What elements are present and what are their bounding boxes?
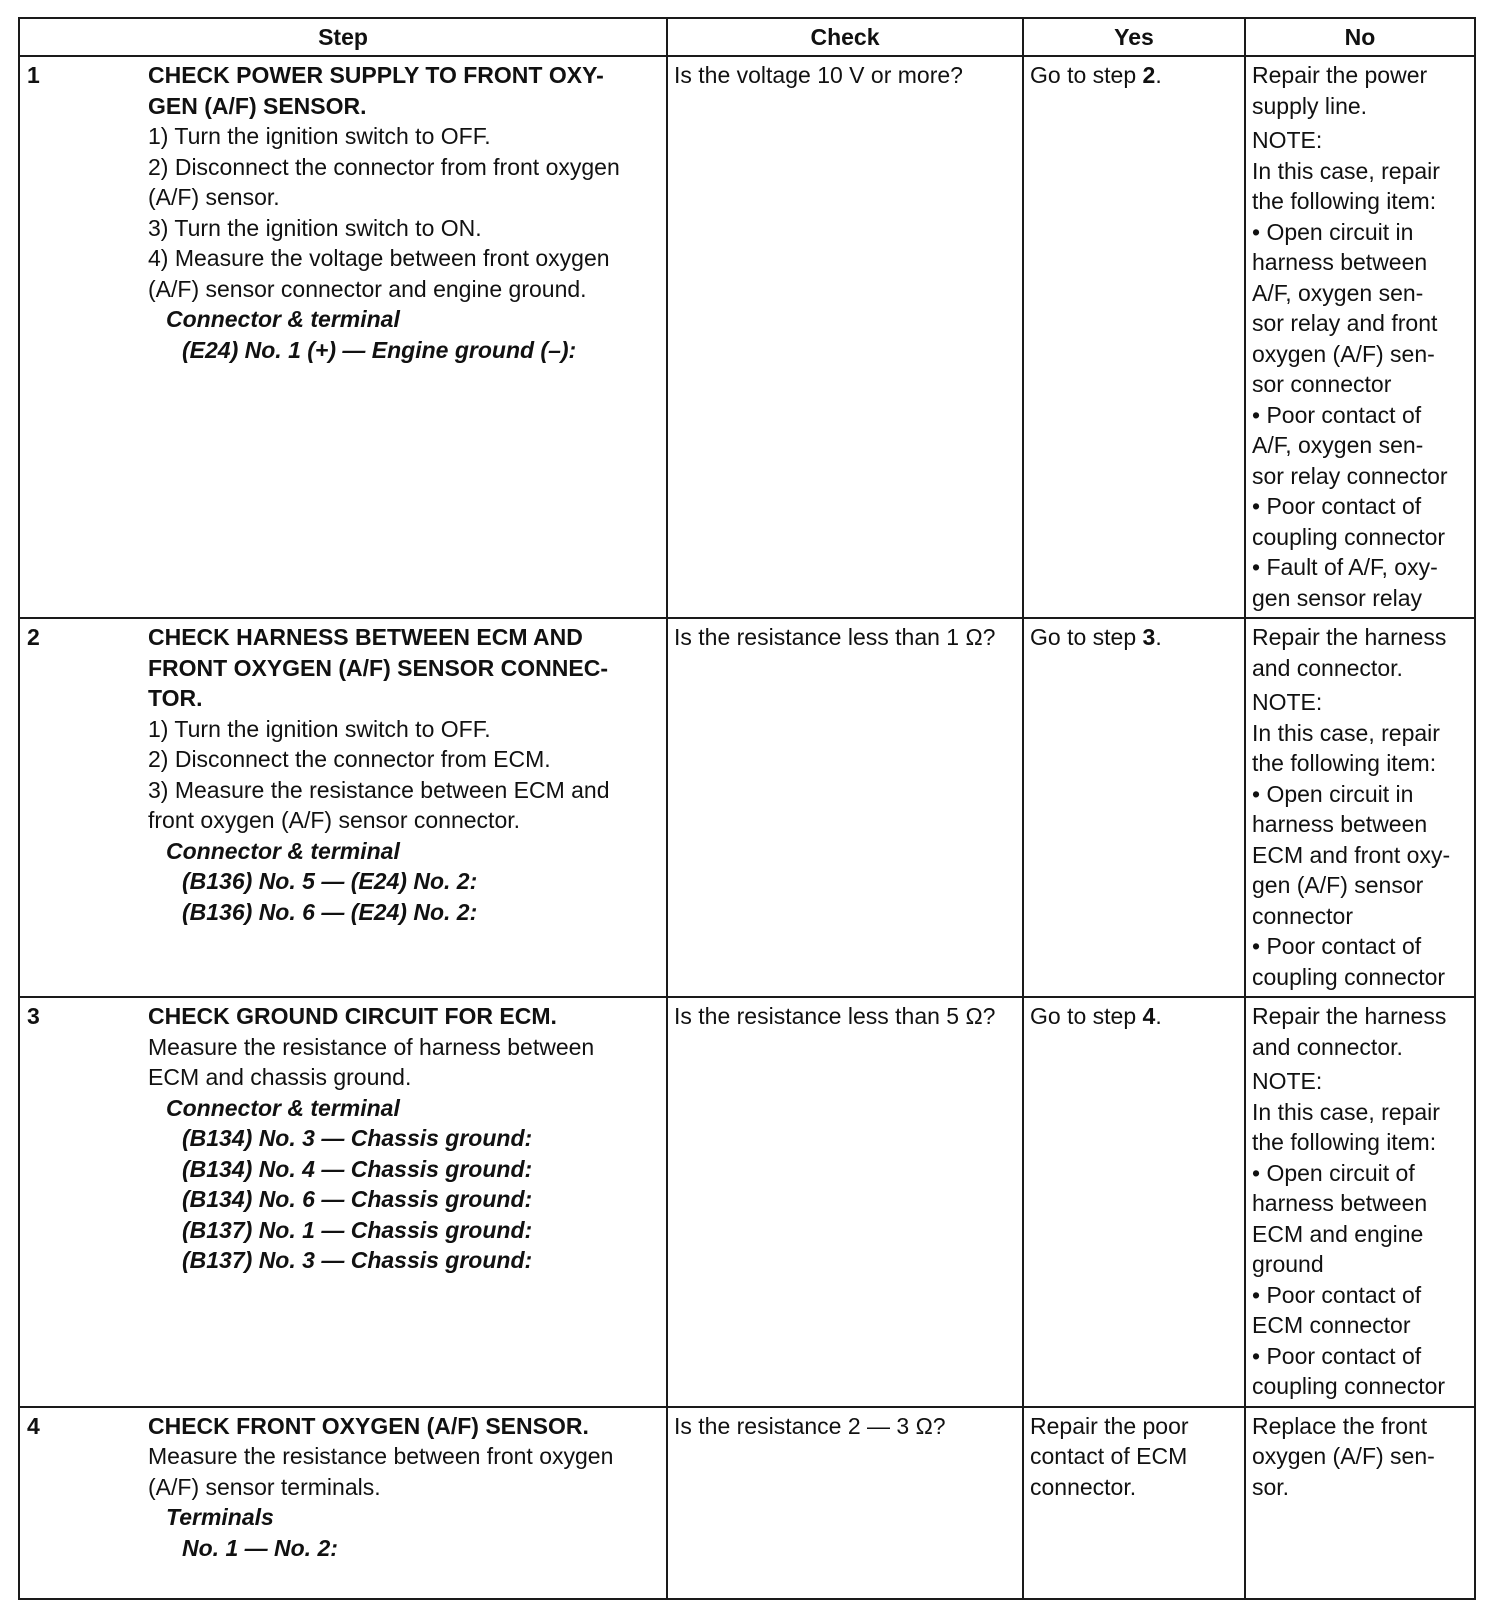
step-instruction: 2) Disconnect the connector from ECM. (148, 746, 551, 772)
check-question: Is the resistance less than 5 Ω? (674, 1003, 996, 1029)
step-instruction: 3) Measure the resistance between ECM and (148, 776, 610, 803)
step-body (148, 60, 660, 365)
note-line: sor relay connector (1252, 462, 1448, 489)
step-cell (19, 997, 667, 1407)
step-instruction: Measure the resistance of harness between (148, 1033, 595, 1060)
note-label: NOTE: (1252, 127, 1323, 153)
note-line: • Poor contact of (1252, 933, 1422, 959)
yes-step-ref: 4 (1142, 1003, 1156, 1029)
step-title-line: TOR. (148, 685, 203, 711)
no-text: and connector. (1252, 1033, 1403, 1060)
note-line: • Poor contact of (1252, 401, 1422, 428)
yes-end: . (1155, 62, 1162, 88)
note-line: A/F, oxygen sen- (1252, 279, 1424, 306)
note-line: • Fault of A/F, oxy- (1252, 554, 1438, 580)
yes-step-ref: 3 (1142, 624, 1156, 650)
note-line: connector (1252, 902, 1354, 929)
yes-action (1030, 1001, 1238, 1032)
terminal-spec: No. 1 — No. 2: (182, 1534, 338, 1561)
terminal-label: Connector & terminal (166, 306, 400, 332)
check-question: Is the resistance less than 1 Ω? (674, 624, 996, 650)
terminal-spec: (B134) No. 4 — Chassis ground: (182, 1155, 533, 1182)
yes-cell (1023, 56, 1245, 618)
note-line: gen sensor relay (1252, 584, 1423, 611)
yes-cell (1023, 997, 1245, 1407)
yes-text: Go to step (1030, 1003, 1143, 1029)
step-cell (19, 1407, 667, 1599)
step-body (148, 1001, 660, 1276)
step-instruction: front oxygen (A/F) sensor connector. (148, 807, 521, 833)
step-instruction: Measure the resistance between front oxygen (148, 1443, 614, 1469)
yes-cell (1023, 1407, 1245, 1599)
yes-end: . (1155, 1003, 1162, 1029)
note-line: In this case, repair (1252, 719, 1440, 746)
step-number: 4 (27, 1412, 40, 1439)
note-line: the following item: (1252, 1129, 1437, 1155)
note-line: harness between (1252, 811, 1428, 837)
table-row (19, 618, 1475, 997)
table-body (19, 56, 1475, 1599)
step-instruction: 4) Measure the voltage between front oxygen (148, 245, 610, 271)
note-line: • Poor contact of (1252, 1281, 1422, 1308)
diagnostic-table (18, 17, 1476, 1600)
step-body (148, 1411, 660, 1564)
note-line: gen (A/F) sensor (1252, 872, 1424, 898)
yes-text: Repair the poor (1030, 1412, 1189, 1439)
step-instruction: (A/F) sensor connector and engine ground. (148, 275, 587, 302)
no-text: and connector. (1252, 654, 1403, 681)
table-row (19, 56, 1475, 618)
yes-end: . (1155, 624, 1162, 650)
step-title-line: CHECK GROUND CIRCUIT FOR ECM. (148, 1003, 557, 1029)
note-line: sor relay and front (1252, 310, 1438, 336)
no-text: sor. (1252, 1473, 1290, 1500)
step-body (148, 622, 660, 927)
yes-cell (1023, 618, 1245, 997)
terminal-spec: (B136) No. 5 — (E24) No. 2: (182, 868, 478, 894)
yes-text: Go to step (1030, 62, 1143, 88)
header-yes: Yes (1023, 18, 1245, 56)
no-text: supply line. (1252, 92, 1368, 119)
step-instruction: (A/F) sensor terminals. (148, 1473, 381, 1500)
terminal-spec: (B136) No. 6 — (E24) No. 2: (182, 898, 478, 925)
note-line: coupling connector (1252, 523, 1446, 550)
header-no: No (1245, 18, 1475, 56)
terminal-spec: (B134) No. 6 — Chassis ground: (182, 1186, 533, 1212)
no-text: oxygen (A/F) sen- (1252, 1443, 1435, 1469)
no-cell (1245, 997, 1475, 1407)
check-cell (667, 56, 1023, 618)
header-row (19, 18, 1475, 56)
note-line: sor connector (1252, 371, 1392, 397)
terminal-spec: (B137) No. 3 — Chassis ground: (182, 1247, 533, 1273)
note-line: oxygen (A/F) sen- (1252, 340, 1435, 367)
note-line: • Poor contact of (1252, 493, 1422, 519)
step-cell (19, 56, 667, 618)
note-line: coupling connector (1252, 1373, 1446, 1399)
note-line: the following item: (1252, 188, 1437, 214)
step-instruction: 1) Turn the ignition switch to OFF. (148, 123, 491, 149)
header-step: Step (19, 18, 667, 56)
check-cell (667, 1407, 1023, 1599)
terminal-spec: (B134) No. 3 — Chassis ground: (182, 1125, 533, 1151)
step-title-line: CHECK POWER SUPPLY TO FRONT OXY- (148, 62, 604, 88)
note-line: • Open circuit in (1252, 218, 1414, 245)
check-cell (667, 997, 1023, 1407)
step-instruction: 1) Turn the ignition switch to OFF. (148, 715, 491, 742)
no-text: Replace the front (1252, 1412, 1428, 1439)
check-question: Is the voltage 10 V or more? (674, 62, 963, 88)
note-line: ECM and front oxy- (1252, 841, 1451, 868)
terminal-label: Connector & terminal (166, 1094, 400, 1121)
yes-action (1030, 60, 1238, 91)
step-number: 3 (27, 1003, 40, 1029)
yes-text: Go to step (1030, 624, 1143, 650)
check-cell (667, 618, 1023, 997)
note-label: NOTE: (1252, 1068, 1323, 1094)
no-cell (1245, 618, 1475, 997)
note-line: In this case, repair (1252, 1098, 1440, 1125)
no-text: Repair the harness (1252, 624, 1447, 650)
terminal-spec: (E24) No. 1 (+) — Engine ground (–): (182, 336, 577, 363)
note-line: ECM connector (1252, 1312, 1411, 1338)
no-text: Repair the harness (1252, 1003, 1447, 1029)
step-number: 2 (27, 624, 40, 650)
note-line: • Open circuit in (1252, 780, 1414, 807)
header-check: Check (667, 18, 1023, 56)
terminal-spec: (B137) No. 1 — Chassis ground: (182, 1216, 533, 1243)
terminal-label: Connector & terminal (166, 837, 400, 864)
no-text: Repair the power (1252, 62, 1428, 88)
table-row (19, 1407, 1475, 1599)
table-row (19, 997, 1475, 1407)
step-title-line: CHECK FRONT OXYGEN (A/F) SENSOR. (148, 1412, 589, 1439)
note-line: • Open circuit of (1252, 1159, 1415, 1186)
step-instruction: ECM and chassis ground. (148, 1064, 412, 1090)
yes-text: contact of ECM (1030, 1443, 1188, 1469)
note-line: In this case, repair (1252, 157, 1440, 184)
step-instruction: 2) Disconnect the connector from front oxygen (148, 153, 620, 180)
note-line: A/F, oxygen sen- (1252, 432, 1424, 458)
step-title-line: CHECK HARNESS BETWEEN ECM AND (148, 624, 583, 650)
step-title-line: GEN (A/F) SENSOR. (148, 92, 367, 119)
note-line: harness between (1252, 249, 1428, 275)
note-line: harness between (1252, 1190, 1428, 1216)
yes-text: connector. (1030, 1473, 1137, 1500)
check-question: Is the resistance 2 — 3 Ω? (674, 1412, 946, 1439)
note-line: coupling connector (1252, 963, 1446, 990)
step-cell (19, 618, 667, 997)
note-label: NOTE: (1252, 689, 1323, 715)
note-line: • Poor contact of (1252, 1342, 1422, 1369)
step-number: 1 (27, 62, 40, 88)
yes-action (1030, 622, 1238, 653)
note-line: the following item: (1252, 750, 1437, 776)
step-title-line: FRONT OXYGEN (A/F) SENSOR CONNEC- (148, 654, 609, 681)
no-cell (1245, 1407, 1475, 1599)
step-instruction: 3) Turn the ignition switch to ON. (148, 214, 482, 241)
yes-step-ref: 2 (1142, 62, 1156, 88)
step-instruction: (A/F) sensor. (148, 184, 280, 210)
note-line: ground (1252, 1251, 1324, 1277)
note-line: ECM and engine (1252, 1220, 1424, 1247)
terminal-label: Terminals (166, 1504, 274, 1530)
no-cell (1245, 56, 1475, 618)
